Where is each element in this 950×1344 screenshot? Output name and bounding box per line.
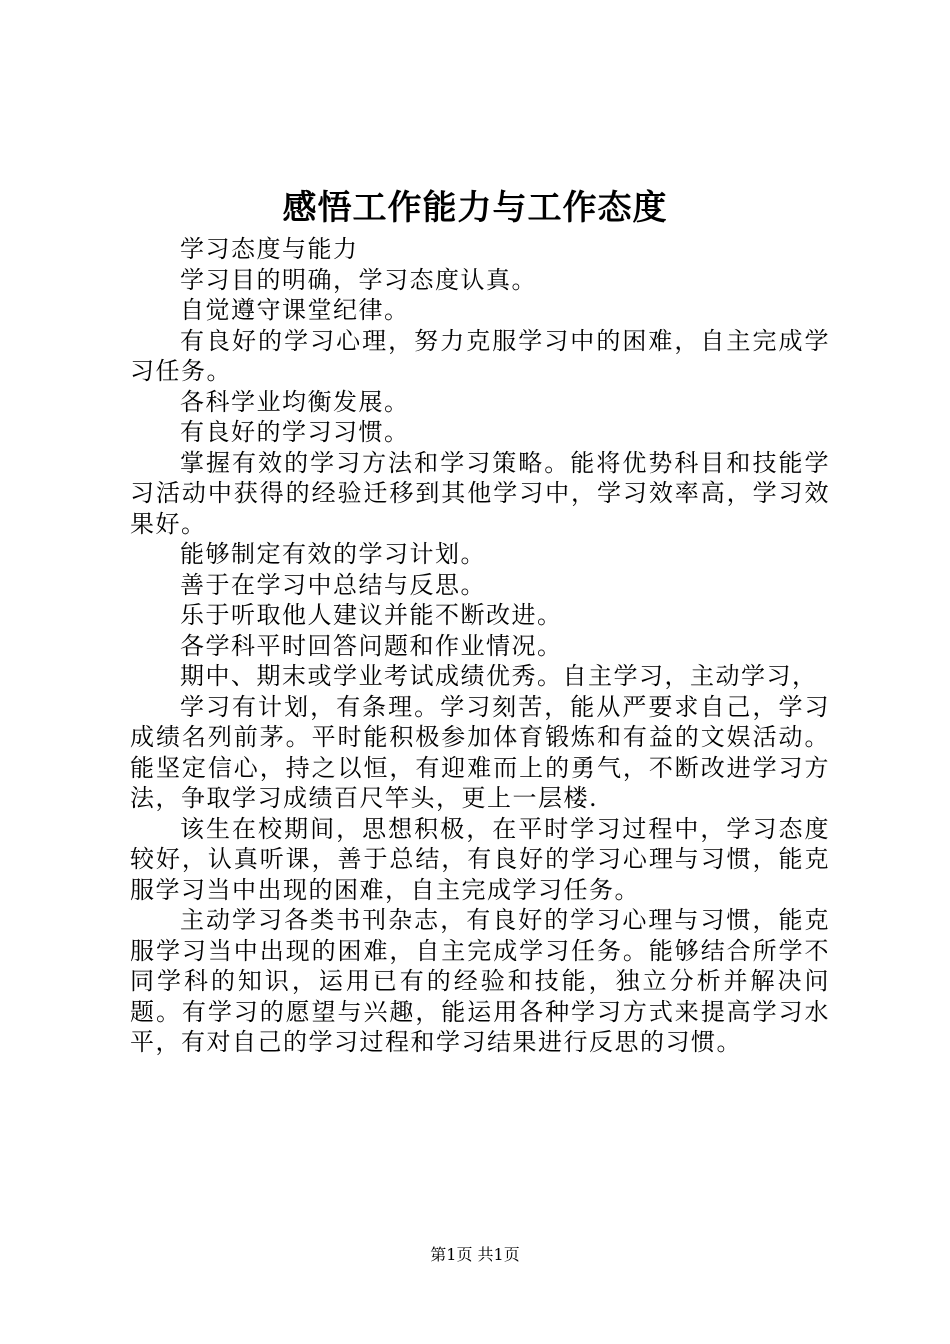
paragraph: 能够制定有效的学习计划。 [180, 540, 486, 568]
paragraph: 自觉遵守课堂纪律。 [180, 296, 410, 324]
paragraph: 学习态度与能力 [180, 235, 359, 263]
paragraph: 掌握有效的学习方法和学习策略。能将优势科目和技能学习活动中获得的经验迁移到其他学习中，学习效率高，学习效果好。 [130, 448, 830, 538]
paragraph: 有良好的学习习惯。 [180, 418, 410, 446]
paragraph: 各学科平时回答问题和作业情况。 [180, 631, 563, 660]
paragraph: 主动学习各类书刊杂志，有良好的学习心理与习惯，能克服学习当中出现的困难，自主完成学习任务。能够结合所学不同学科的知识，运用已有的经验和技能，独立分析并解决问题。有学习的愿望与兴趣，能运用各种学习方式来提高学习水平，有对自己的学习过程和学习结果进行反思的习惯。 [130, 906, 830, 1056]
paragraph: 各科学业均衡发展。 [180, 387, 410, 416]
paragraph: 该生在校期间，思想积极，在平时学习过程中，学习态度较好，认真听课，善于总结，有良好的学习心理与习惯，能克服学习当中出现的困难，自主完成学习任务。 [130, 814, 830, 904]
paragraph: 善于在学习中总结与反思。 [180, 570, 486, 599]
paragraph: 乐于听取他人建议并能不断改进。 [180, 601, 563, 629]
paragraph: 期中、期末或学业考试成绩优秀。自主学习，主动学习， [180, 662, 818, 690]
paragraph: 有良好的学习心理，努力克服学习中的困难，自主完成学习任务。 [130, 326, 830, 385]
paragraph: 学习有计划，有条理。学习刻苦，能从严要求自己，学习成绩名列前茅。平时能积极参加体育锻炼和有益的文娱活动。能坚定信心，持之以恒，有迎难而上的勇气，不断改进学习方法，争取学习成绩百尺竿头，更上一层楼. [130, 692, 830, 812]
document-body [130, 234, 830, 1058]
paragraph: 学习目的明确，学习态度认真。 [180, 265, 537, 294]
page-footer: 第1页 共1页 [430, 1245, 520, 1264]
document-title: 感悟工作能力与工作态度 [282, 188, 668, 228]
